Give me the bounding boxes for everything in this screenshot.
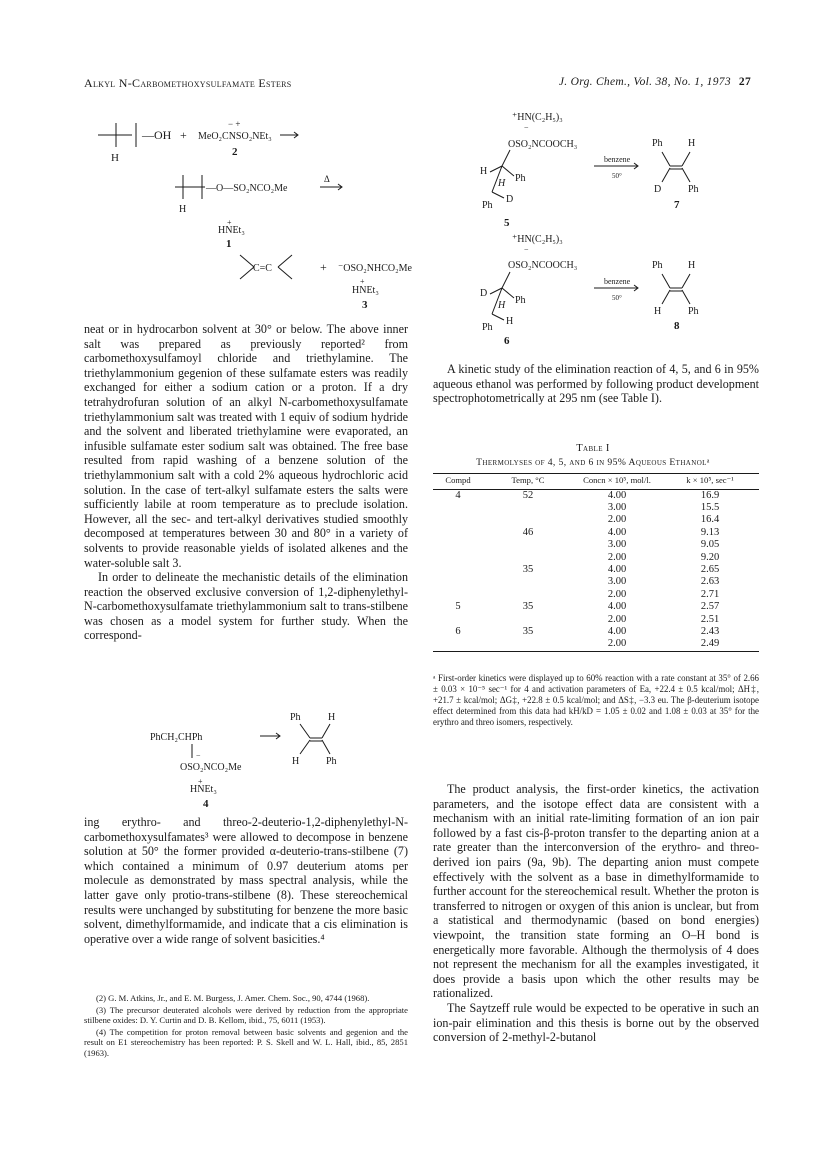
table-cell: 46 <box>522 526 534 538</box>
table-cell <box>433 576 483 588</box>
triethylammonium-1: HNEt₃ <box>218 225 245 236</box>
table-cell <box>433 539 483 551</box>
d-atom-5: D <box>506 194 514 205</box>
table-cell: 35 <box>522 564 534 576</box>
ph-label-b: Ph <box>326 756 337 767</box>
compound-3-label: 3 <box>362 299 368 311</box>
table-row <box>433 601 759 613</box>
table-row <box>433 638 759 651</box>
paragraph: In order to delineate the mechanistic details of the elimination reaction the observed exclusive conversion of 1,2-diphenylethyl-N-carbomethoxysulfamate triethylammonium salt to trans-stilbene was chosen as a model system for further study. When the correspond- <box>84 570 408 643</box>
table-cell: 15.5 <box>700 502 720 513</box>
h-atom-label: H <box>179 204 187 215</box>
reactant-label: PhCH₂CHPh <box>150 732 203 743</box>
h-label-a: H <box>328 712 336 723</box>
table-cell: 4.00 <box>607 564 627 576</box>
temp-label-6: 50° <box>612 294 622 302</box>
table-cell <box>483 539 573 551</box>
left-column-bottom <box>84 815 408 946</box>
h-atom-5b: H <box>498 178 506 189</box>
table-cell <box>483 552 573 564</box>
h-atom-label: H <box>111 152 119 164</box>
h-atom-5a: H <box>480 166 488 177</box>
sulfamate-4: OSO₂NCO₂Me <box>180 762 242 773</box>
table-cell <box>483 502 573 514</box>
ph-6b: Ph <box>482 322 493 333</box>
table-row <box>433 552 759 564</box>
table-cell <box>433 614 483 626</box>
table-caption: Thermolyses of 4, 5, and 6 in 95% Aqueous Ethanolᵃ <box>476 457 710 468</box>
table-cell: 3.00 <box>607 502 627 513</box>
table-cell: 3.00 <box>607 539 627 551</box>
table-header: k × 10⁵, sec⁻¹ <box>661 474 759 490</box>
table-cell: 4.00 <box>607 489 627 501</box>
ph-7a: Ph <box>652 138 663 149</box>
hydroxyl-group: —OH <box>142 128 172 142</box>
table-cell: 4.00 <box>607 626 627 638</box>
right-column-intro <box>433 362 759 406</box>
d-atom-7: D <box>654 184 662 195</box>
scheme-stereospecific-elimination <box>440 108 740 348</box>
solvent-label-5: benzene <box>604 155 631 164</box>
compound-4-label: 4 <box>203 798 209 808</box>
table-body <box>433 489 759 651</box>
paragraph: ing erythro- and threo-2-deuterio-1,2-diphenylethyl-N-carbomethoxysulfamates³ were allowed to decompose in benzene solution at 50° the former provided α-deuterio-trans-stilbene (7) which contained a minimum of 0.97 deuterium atoms per molecule as demonstrated by mass spectral analysis, while the latter gave only protio-trans-stilbene (8). These stereochemical results were unchanged by substituting for benzene the more basic solvent, dimethylformamide, and indicate that a cis elimination is operative over a wide range of solvent basicities.⁴ <box>84 815 408 946</box>
table-row <box>433 502 759 514</box>
heat-symbol: Δ <box>324 174 330 184</box>
compound-2-label: 2 <box>232 146 238 158</box>
table-row <box>433 489 759 502</box>
table-header: Compd <box>433 474 483 490</box>
svg-text:+: + <box>198 777 203 786</box>
table-row <box>433 539 759 551</box>
journal-citation <box>559 76 751 88</box>
reagent-charges: − + <box>228 119 241 129</box>
triethylammonium-3: HNEt₃ <box>352 285 379 296</box>
table-cell: 2.57 <box>700 601 720 613</box>
table-cell: 2.71 <box>700 588 720 600</box>
svg-text:−: − <box>196 751 201 760</box>
table-cell <box>433 514 483 526</box>
table-cell: 9.13 <box>700 526 720 538</box>
plus-sign: + <box>180 128 187 142</box>
table-cell: 2.63 <box>700 576 720 588</box>
scheme-stilbene-formation <box>140 700 380 808</box>
footnotes <box>84 993 408 1060</box>
left-column-top <box>84 322 408 643</box>
table-cell: 9.05 <box>700 539 720 551</box>
footnote: (3) The precursor deuterated alcohols were derived by reduction from the appropriate stilbene oxides: D. Y. Curtin and D. B. Kellom, ibid., 75, 6011 (1953). <box>84 1004 408 1026</box>
table-cell: 9.20 <box>700 551 720 563</box>
page-number: 27 <box>738 76 751 88</box>
table-row <box>433 614 759 626</box>
kinetics-table <box>433 473 759 652</box>
footnote: (4) The competition for proton removal between basic solvents and gegenion and the result on E1 stereochemistry has been reported: P. S. Skell and W. L. Hall, ibid., 85, 2851 (1963). <box>84 1026 408 1058</box>
table-row <box>433 626 759 638</box>
table-cell: 2.00 <box>607 613 627 625</box>
table-header: Concn × 10⁵, mol/l. <box>573 474 661 490</box>
compound-6-label: 6 <box>504 335 510 347</box>
h-atom-7: H <box>688 138 696 149</box>
table-cell <box>433 638 483 651</box>
table-row <box>433 514 759 526</box>
compound-8-label: 8 <box>674 320 680 332</box>
ph-6a: Ph <box>515 295 526 306</box>
table-cell: 3.00 <box>607 576 627 588</box>
compound-7-label: 7 <box>674 199 680 211</box>
h-atom-6b: H <box>506 316 514 327</box>
d-atom-6: D <box>480 288 488 299</box>
alkene-label: C=C <box>253 263 272 274</box>
table-cell: 4.00 <box>607 526 627 538</box>
ph-7b: Ph <box>688 184 699 195</box>
table-cell <box>433 564 483 576</box>
table-cell: 16.9 <box>700 489 720 501</box>
footnote: (2) G. M. Atkins, Jr., and E. M. Burgess, J. Amer. Chem. Soc., 90, 4744 (1968). <box>96 993 370 1003</box>
table-cell: 52 <box>522 489 534 501</box>
table-row <box>433 564 759 576</box>
table-cell: 2.49 <box>661 638 759 651</box>
paragraph: A kinetic study of the elimination reaction of 4, 5, and 6 in 95% aqueous ethanol was performed by following product development spectrophotometrically at 295 nm (see Table I). <box>433 362 759 406</box>
compound-1-label: 1 <box>226 238 232 250</box>
h-label-b: H <box>292 756 300 767</box>
table-cell: 2.00 <box>607 588 627 600</box>
table-cell <box>433 552 483 564</box>
svg-text:−: − <box>524 245 529 254</box>
table-cell: 2.43 <box>700 626 720 638</box>
table-cell: 16.4 <box>700 514 720 526</box>
burgess-reagent: MeO₂CNSO₂NEt₃ <box>198 131 272 142</box>
svg-text:+: + <box>360 277 365 286</box>
scheme-sulfamate-formation <box>80 95 430 320</box>
sulfamate-anion: ⁻OSO₂NHCO₂Me <box>338 263 412 274</box>
table-label: Table I <box>576 443 610 454</box>
paragraph: The product analysis, the first-order kinetics, the activation parameters, and the isotope effect data are consistent with a mechanism with an initial rate-limiting formation of an ion pair followed by a fast cis-β-proton transfer to the departing anion at a rate greater than the interconversion of the erythro- and threo-derived ion pairs (9a, 9b). The departing anion must compete effectively with the solvent as a base in dimethylformamide to further account for the stereochemical result. Whether the proton is transferred to nitrogen or oxygen of this anion is unclear, but from a statistical and thermodynamic (based on bond energies) viewpoint, the transition state forming an O–H bond is energetically more favorable. Although the thermolysis of 4 does not represent the mechanism for all the examples investigated, it does provide a basis upon which the other results may be rationalized. <box>433 782 759 1001</box>
table-cell <box>483 638 573 651</box>
table-row <box>433 527 759 539</box>
paragraph: neat or in hydrocarbon solvent at 30° or below. The above inner salt was prepared as previously reported² from carbomethoxysulfamoyl chloride and triethylamine. The triethylammonium gegenion of these sulfamate esters was readily exchanged for either a sodium cation or a proton. If a dry tetrahydrofuran solution of an alkyl N-carbomethoxysulfamate triethylammonium salt was treated with 1 equiv of sodium hydride and the solvent and liberated triethylamine were evaporated, an infusible sulfamate ester sodium salt was obtained. The free base resulted from rapid washing of a benzene solution of the triethylammonium salt with a cold 2% aqueous hydrochloric acid solution. In the case of tert-alkyl sulfamate esters the salts were sufficiently labile at room temperature as to preclude isolation. However, all the sec- and tert-alkyl derivatives studied smoothly decomposed at temperatures between 30 and 80° in a variety of solvents to provide reasonable yields of isolated alkenes and the water-soluble salt 3. <box>84 322 408 570</box>
table-cell: 2.00 <box>607 551 627 563</box>
table-cell: 5 <box>455 601 461 613</box>
ph-5a: Ph <box>515 173 526 184</box>
ammonium-6: ⁺HN(C₂H₅)₃ <box>512 234 563 245</box>
paragraph: The Saytzeff rule would be expected to be operative in such an ion-pair elimination and this thesis is borne out by the observed conversion of 2-methyl-2-butanol <box>433 1000 759 1045</box>
table-cell <box>433 502 483 514</box>
table-cell <box>483 614 573 626</box>
temp-label-5: 50° <box>612 172 622 180</box>
table-cell: 2.51 <box>700 613 720 625</box>
table-cell: 2.00 <box>573 638 661 651</box>
table-cell <box>483 589 573 601</box>
table-cell: 35 <box>522 601 534 613</box>
table-cell: 35 <box>522 626 534 638</box>
triethylammonium-4: HNEt₃ <box>190 784 217 795</box>
table-cell: 4.00 <box>607 601 627 613</box>
table-row <box>433 576 759 588</box>
h-atom-8a: H <box>688 260 696 271</box>
table-cell: 2.00 <box>607 514 627 526</box>
ph-8b: Ph <box>688 306 699 317</box>
journal-ref: J. Org. Chem., Vol. 38, No. 1, 1973 <box>558 76 731 88</box>
table-cell: 6 <box>455 626 461 638</box>
table-cell <box>433 589 483 601</box>
ph-label-a: Ph <box>290 712 301 723</box>
plus-sign: + <box>320 260 327 274</box>
table-cell <box>483 576 573 588</box>
table-row <box>433 589 759 601</box>
ph-5b: Ph <box>482 200 493 211</box>
running-title: Alkyl N-Carbomethoxysulfamate Esters <box>84 76 292 90</box>
compound-5-label: 5 <box>504 217 510 229</box>
table-cell <box>483 514 573 526</box>
right-column-body <box>433 782 759 1045</box>
table-footnote: ᵃ First-order kinetics were displayed up to 60% reaction with a rate constant at 35° of 2.66 ± 0.03 × 10⁻⁵ sec⁻¹ for 4 and activation parameters of Ea, +22.4 ± 0.5 kcal/mol; ΔH‡, +21.7 ± kcal/mol; ΔG‡, +22.8 ± 0.5 kcal/mol; and ΔS‡, −3.3 eu. The β-deuterium isotope effect determined from this data had kH/kD = 1.05 ± 0.02 and 1.08 ± 0.03 at 35° for the erythro and threo isomers, respectively. <box>433 673 759 727</box>
h-atom-8b: H <box>654 306 662 317</box>
svg-text:−: − <box>524 123 529 132</box>
table-cell: 2.65 <box>700 564 720 576</box>
sulfamate-6: OSO₂NCOOCH₃ <box>508 260 578 271</box>
solvent-label-6: benzene <box>604 277 631 286</box>
ammonium-5: ⁺HN(C₂H₅)₃ <box>512 112 563 123</box>
sulfamate-ester-group: —O—SO₂NCO₂Me <box>206 183 288 194</box>
svg-text:+: + <box>227 218 232 227</box>
table-cell <box>433 527 483 539</box>
table-header: Temp, °C <box>483 474 573 490</box>
sulfamate-5: OSO₂NCOOCH₃ <box>508 139 578 150</box>
h-atom-6a: H <box>498 300 506 311</box>
table-cell: 4 <box>455 489 461 501</box>
ph-8a: Ph <box>652 260 663 271</box>
